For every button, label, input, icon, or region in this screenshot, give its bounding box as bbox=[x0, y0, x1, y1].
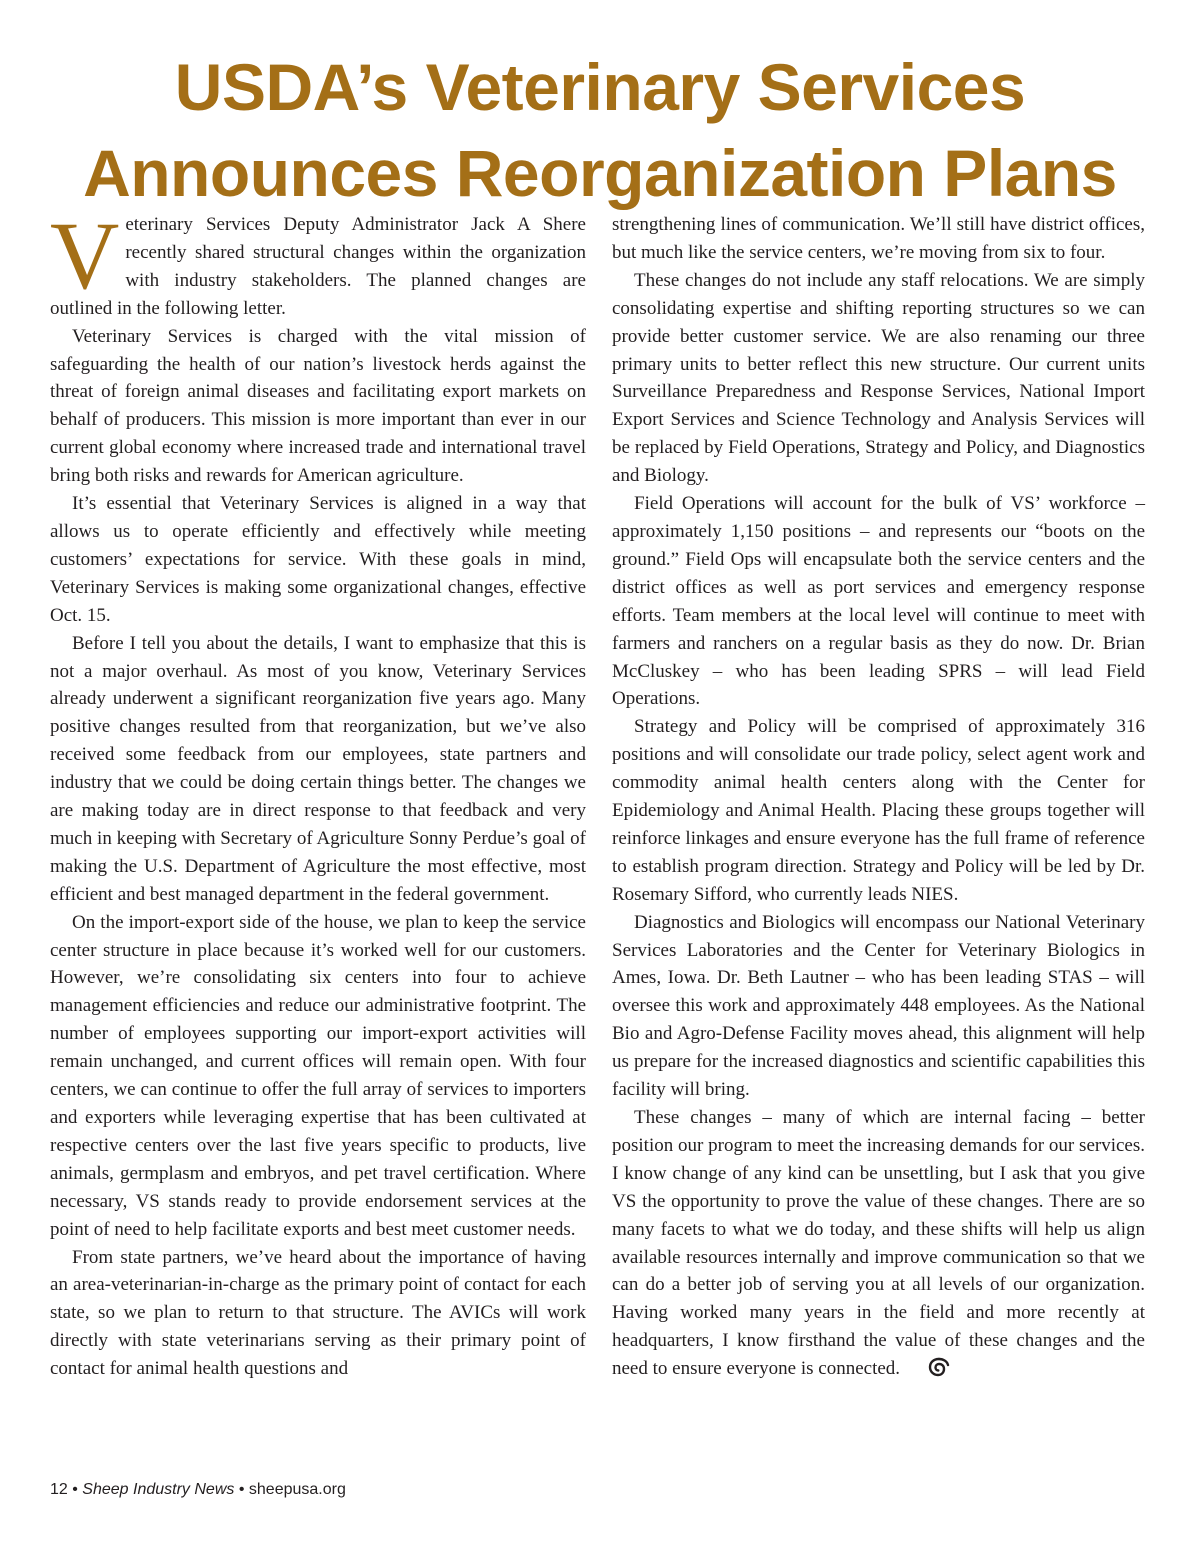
paragraph: These changes do not include any staff relocations. We are simply consolidating expertise and shifting reporting structures so we can provide better customer service. We are also renaming our three primary units to better reflect this new structure. Our current units Surveillance Preparedness and Response Services, National Import Export Services and Science Technology and Analysis Services will be replaced by Field Operations, Strategy and Policy, and Diagnostics and Biology. bbox=[612, 269, 1145, 487]
paragraph: On the import-export side of the house, we plan to keep the service center structure in place because it’s worked well for our customers. However, we’re consolidating six centers into four to achieve management efficiencies and reduce our administrative footprint. The number of employees supporting our import-export activities will remain unchanged, and current offices will remain open. With four centers, we can continue to offer the full array of services to importers and exporters while leveraging expertise that has been cultivated at respective centers over the last five years specific to products, live animals, germplasm and embryos, and pet travel certification. Where necessary, VS stands ready to provide endorsement services at the point of need to help facilitate exports and best meet customer needs. bbox=[50, 911, 586, 1240]
drop-cap: V bbox=[50, 202, 120, 309]
left-column bbox=[50, 202, 586, 1383]
paragraph: Before I tell you about the details, I want to emphasize that this is not a major overhaul. As most of you know, Veterinary Services already underwent a significant reorganization five years ago. Many positive changes resulted from that reorganization, but we’ve also received some feedback from our employees, state partners and industry that we could be doing certain things better. The changes we are making today are in direct response to that feedback and very much in keeping with Secretary of Agriculture Sonny Perdue’s goal of making the U.S. Department of Agriculture the most effective, most efficient and best managed department in the federal government. bbox=[50, 632, 586, 905]
ram-horn-end-mark-icon bbox=[906, 1357, 950, 1386]
article-title-line-2: Announces Reorganization Plans bbox=[83, 136, 1117, 210]
paragraph-text: eterinary Services Deputy Administrator Jack A Shere recently shared structural changes within the organization with industry stakeholders. The planned changes are outlined in the following letter. bbox=[50, 214, 586, 319]
footer-separator: • bbox=[238, 1481, 245, 1498]
paragraph: It’s essential that Veterinary Services is aligned in a way that allows us to operate efficiently and effectively while meeting customers’ expectations for service. With these goals in mind, Veterinary Services is making some organizational changes, effective Oct. 15. bbox=[50, 493, 586, 626]
paragraph: Field Operations will account for the bulk of VS’ workforce – approximately 1,150 positions – and represents our “boots on the ground.” Field Ops will encapsulate both the service centers and the district offices as well as port services and emergency response efforts. Team members at the local level will continue to meet with farmers and ranchers on a regular basis as they do now. Dr. Brian McCluskey – who has been leading SPRS – will lead Field Operations. bbox=[612, 493, 1145, 710]
website-link[interactable]: sheepusa.org bbox=[248, 1481, 346, 1498]
article-title bbox=[0, 44, 1200, 216]
paragraph: Diagnostics and Biologics will encompass our National Veterinary Services Laboratories and the Center for Veterinary Biologics in Ames, Iowa. Dr. Beth Lautner – who has been leading STAS – will oversee this work and approximately 448 employees. As the National Bio and Agro-Defense Facility moves ahead, this alignment will help us prepare for the increased diagnostics and scientific capabilities this facility will bring. bbox=[612, 911, 1145, 1101]
page-number: 12 • bbox=[50, 1481, 78, 1498]
magazine-name: Sheep Industry News bbox=[82, 1481, 235, 1498]
paragraph: Veterinary Services is charged with the vital mission of safeguarding the health of our nation’s livestock herds against the threat of foreign animal diseases and facilitating export markets on behalf of producers. This mission is more important than ever in our current global economy where increased trade and international travel bring both risks and rewards for American agriculture. bbox=[50, 325, 586, 487]
paragraph-text: These changes – many of which are internal facing – better position our program to meet the increasing demands for our services. I know change of any kind can be unsettling, but I ask that you give VS the opportunity to prove the value of these changes. There are so many facets to what we do today, and these shifts will help us align available resources internally and improve communication so that we can do a better job of serving you at all levels of our organization. Having worked many years in the field and more recently at headquarters, I know firsthand the value of these changes and the need to ensure everyone is connected. bbox=[612, 1107, 1145, 1380]
paragraph: strengthening lines of communication. We’ll still have district offices, but much like the service centers, we’re moving from six to four. bbox=[612, 214, 1145, 263]
paragraph: From state partners, we’ve heard about the importance of having an area-veterinarian-in-charge as the primary point of contact for each state, so we plan to return to that structure. The AVICs will work directly with state veterinarians serving as their primary point of contact for animal health questions and bbox=[50, 1246, 586, 1380]
right-column bbox=[612, 211, 1145, 1386]
article-title-line-1: USDA’s Veterinary Services bbox=[174, 50, 1026, 124]
page-footer bbox=[50, 1480, 346, 1500]
paragraph: Strategy and Policy will be comprised of approximately 316 positions and will consolidate our trade policy, select agent work and commodity animal health centers along with the Center for Epidemiology and Animal Health. Placing these groups together will reinforce linkages and ensure everyone has the full frame of reference to establish program direction. Strategy and Policy will be led by Dr. Rosemary Sifford, who currently leads NIES. bbox=[612, 716, 1145, 905]
paragraph bbox=[612, 1104, 1145, 1386]
paragraph bbox=[50, 202, 586, 323]
